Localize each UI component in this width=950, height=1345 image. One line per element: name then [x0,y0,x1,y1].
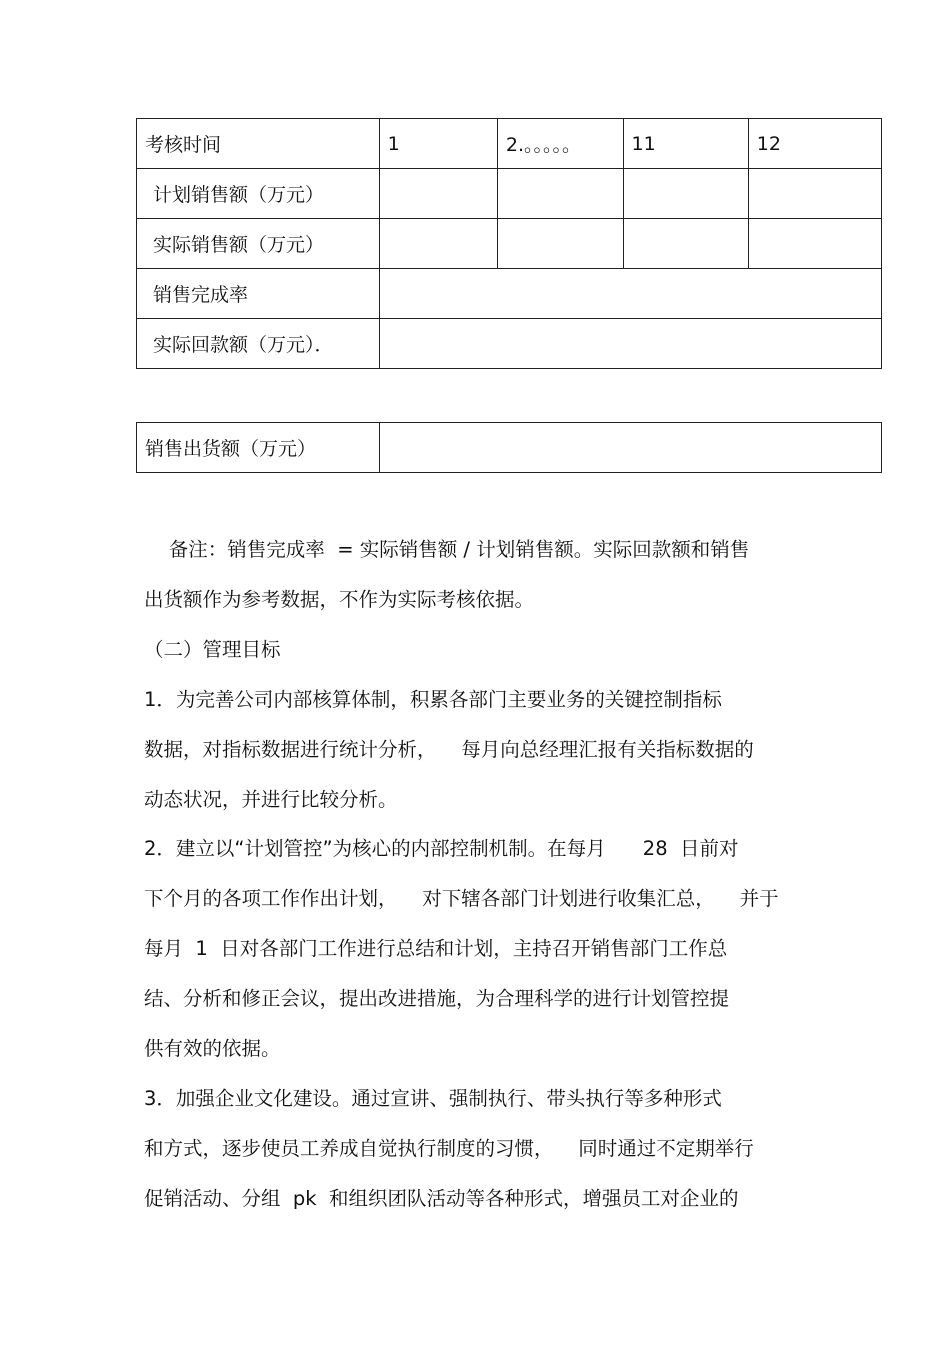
table-cell [497,219,623,269]
table-cell [379,319,881,369]
row-label: 销售完成率 [137,269,380,319]
table-header-row [137,119,882,169]
row-label: 实际回款额（万元）． [137,319,380,369]
table-row [137,169,882,219]
paragraph-line: 下个月的各项工作作出计划， 对下辖各部门计划进行收集汇总， 并于 [144,887,779,910]
note-line: 出货额作为参考数据，不作为实际考核依据。 [144,588,535,611]
header-cell: 1 [379,119,497,169]
table-cell [379,169,497,219]
note-line: 备注：销售完成率 = 实际销售额 / 计划销售额。实际回款额和销售 [144,538,750,561]
row-label: 计划销售额（万元） [137,169,380,219]
row-label: 销售出货额（万元） [137,423,380,473]
paragraph-line: 每月 1 日对各部门工作进行总结和计划，主持召开销售部门工作总 [144,937,728,960]
table-cell [623,219,748,269]
header-cell: 2.。。。。。 [497,119,623,169]
table-cell [623,169,748,219]
paragraph-line: 促销活动、分组 pk 和组织团队活动等各种形式，增强员工对企业的 [144,1187,739,1210]
table-row [137,423,882,473]
header-cell: 考核时间 [137,119,380,169]
paragraph-line: 和方式，逐步使员工养成自觉执行制度的习惯， 同时通过不定期举行 [144,1137,754,1160]
table-cell [748,219,881,269]
table-row [137,219,882,269]
paragraph-line: 2．建立以“计划管控”为核心的内部控制机制。在每月 28 日前对 [144,837,739,860]
paragraph-line: 结、分析和修正会议，提出改进措施，为合理科学的进行计划管控提 [144,987,730,1010]
table-row [137,319,882,369]
table-cell [497,169,623,219]
paragraph-line: 3．加强企业文化建设。通过宣讲、强制执行、带头执行等多种形式 [144,1087,722,1110]
paragraph-line: 动态状况，并进行比较分析。 [144,788,398,811]
section-heading: （二）管理目标 [144,638,281,661]
paragraph-line: 供有效的依据。 [144,1037,281,1060]
row-label: 实际销售额（万元） [137,219,380,269]
table-cell [380,423,882,473]
shipment-table [136,422,882,473]
paragraph-line: 1．为完善公司内部核算体制，积累各部门主要业务的关键控制指标 [144,688,722,711]
kpi-table [136,118,882,369]
table-row [137,269,882,319]
paragraph-line: 数据，对指标数据进行统计分析， 每月向总经理汇报有关指标数据的 [144,738,754,761]
header-cell: 11 [623,119,748,169]
header-cell: 12 [748,119,881,169]
table-cell [379,269,881,319]
table-cell [379,219,497,269]
table-cell [748,169,881,219]
